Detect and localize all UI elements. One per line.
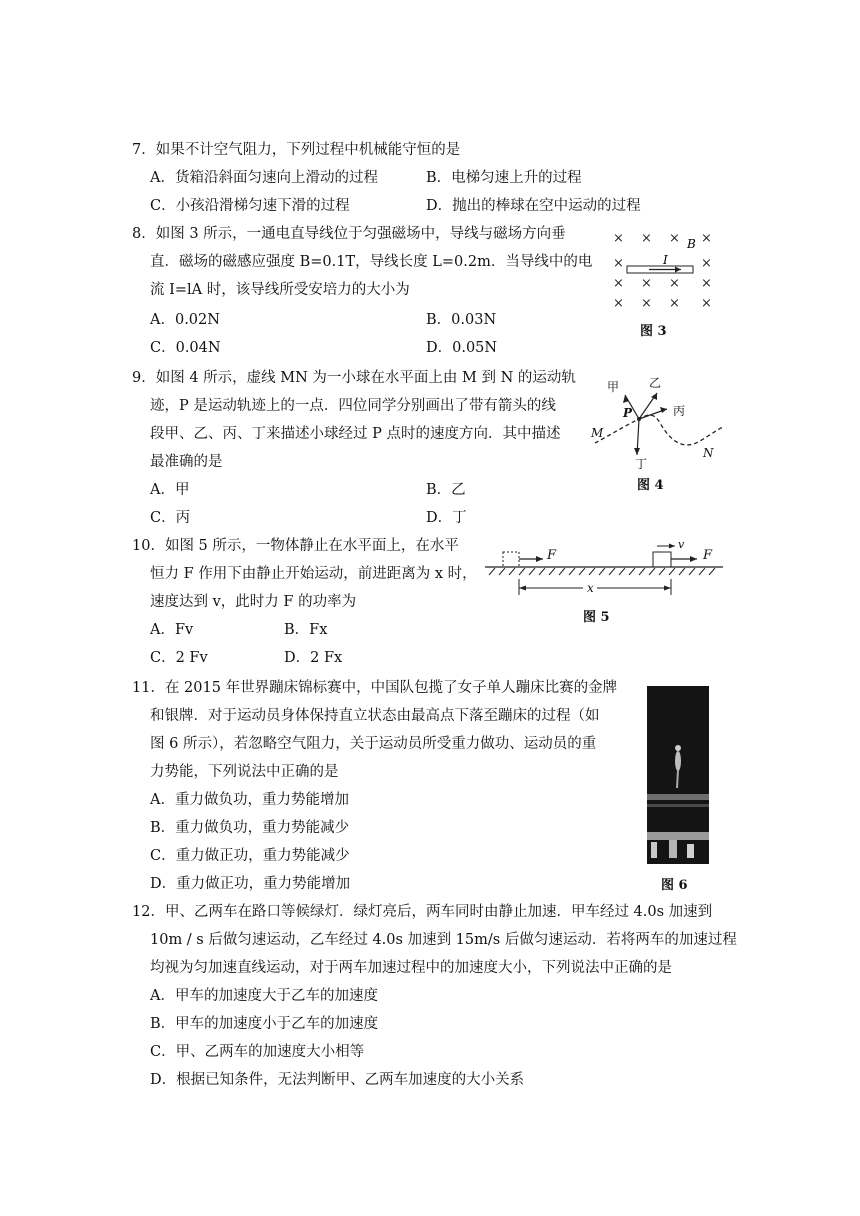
- field-cross: ×: [669, 231, 680, 246]
- q9-stem-line-4: 最准确的是: [150, 454, 223, 470]
- q10-option-b: B．Fx: [284, 622, 328, 638]
- q8-option-a: A．0.02N: [150, 312, 220, 328]
- q11-option-b: B．重力做负功，重力势能减少: [150, 820, 350, 836]
- initial-block-dashed: [503, 552, 519, 567]
- figure-6-trampoline-photo: [647, 686, 709, 864]
- moved-block: [653, 552, 671, 567]
- q10-option-d: D．2 Fx: [284, 650, 343, 666]
- q8-option-b: B．0.03N: [426, 312, 497, 328]
- label-p: P: [623, 406, 633, 420]
- q12-stem-line-3: 均视为匀加速直线运动，对于两车加速过程中的加速度大小，下列说法中正确的是: [150, 960, 672, 976]
- q12-option-a: A．甲车的加速度大于乙车的加速度: [150, 988, 378, 1004]
- field-cross: ×: [613, 256, 624, 271]
- field-cross: ×: [701, 231, 712, 246]
- q11-stem-line-3: 图 6 所示），若忽略空气阻力，关于运动员所受重力做功、运动员的重: [150, 736, 597, 752]
- figure-5-force-diagram: [485, 535, 725, 605]
- q9-option-b: B．乙: [426, 482, 466, 498]
- q11-stem-line-2: 和银牌．对于运动员身体保持直立状态由最高点下落至蹦床的过程（如: [150, 708, 600, 724]
- q7-option-d: D．抛出的棒球在空中运动的过程: [426, 198, 641, 214]
- q11-option-d: D．重力做正功，重力势能增加: [150, 876, 351, 892]
- q9-stem-line-2: 迹，P 是运动轨迹上的一点．四位同学分别画出了带有箭头的线: [150, 398, 556, 414]
- q8-stem-line-1: 8．如图 3 所示，一通电直导线位于匀强磁场中，导线与磁场方向垂: [132, 226, 566, 242]
- label-ding: 丁: [635, 457, 648, 471]
- q10-option-a: A．Fv: [150, 622, 194, 638]
- field-cross: ×: [613, 296, 624, 311]
- q11-stem-line-1: 11．在 2015 年世界蹦床锦标赛中，中国队包揽了女子单人蹦床比赛的金牌: [132, 680, 618, 696]
- q12-stem-line-2: 10m / s 后做匀速运动，乙车经过 4.0s 加速到 15m/s 后做匀速运动．若将两车的加速过程: [150, 932, 737, 948]
- label-m: M: [591, 426, 604, 440]
- field-cross: ×: [641, 276, 652, 291]
- label-i: I: [663, 253, 668, 267]
- q12-option-d: D．根据已知条件，无法判断甲、乙两车加速度的大小关系: [150, 1072, 525, 1088]
- q10-stem-line-1: 10．如图 5 所示，一物体静止在水平面上，在水平: [132, 538, 459, 554]
- field-cross: ×: [701, 256, 712, 271]
- field-cross: ×: [641, 296, 652, 311]
- q7-option-b: B．电梯匀速上升的过程: [426, 170, 582, 186]
- field-cross: ×: [669, 276, 680, 291]
- q9-stem-line-3: 段甲、乙、丙、丁来描述小球经过 P 点时的速度方向．其中描述: [150, 426, 561, 442]
- figure-4-caption: 图 4: [637, 478, 664, 493]
- q8-stem-line-3: 流 I=lA 时，该导线所受安培力的大小为: [150, 282, 410, 298]
- label-f-initial: F: [547, 548, 557, 563]
- figure-3-magnetic-field: [605, 226, 725, 326]
- q11-option-c: C．重力做正功，重力势能减少: [150, 848, 350, 864]
- q7-option-a: A．货箱沿斜面匀速向上滑动的过程: [150, 170, 378, 186]
- label-f-final: F: [703, 548, 713, 563]
- trajectory-path: [595, 415, 723, 445]
- figure-5-caption: 图 5: [583, 610, 610, 625]
- figure-4-trajectory: [585, 375, 725, 470]
- q9-stem-line-1: 9．如图 4 所示，虚线 MN 为一小球在水平面上由 M 到 N 的运动轨: [132, 370, 576, 386]
- label-v: v: [678, 538, 685, 551]
- q12-option-b: B．甲车的加速度小于乙车的加速度: [150, 1016, 379, 1032]
- field-cross: ×: [669, 296, 680, 311]
- q12-option-c: C．甲、乙两车的加速度大小相等: [150, 1044, 365, 1060]
- figure-3-caption: 图 3: [640, 324, 667, 339]
- q9-option-d: D．丁: [426, 510, 467, 526]
- label-n: N: [703, 446, 714, 460]
- q10-option-c: C．2 Fv: [150, 650, 208, 666]
- label-x: x: [587, 581, 594, 595]
- field-cross: ×: [701, 296, 712, 311]
- field-cross: ×: [613, 276, 624, 291]
- field-cross: ×: [641, 231, 652, 246]
- q12-stem-line-1: 12．甲、乙两车在路口等候绿灯．绿灯亮后，两车同时由静止加速．甲车经过 4.0s 加速到: [132, 904, 713, 920]
- q8-option-c: C．0.04N: [150, 340, 221, 356]
- q10-stem-line-2: 恒力 F 作用下由静止开始运动，前进距离为 x 时，: [150, 566, 477, 582]
- q8-option-d: D．0.05N: [426, 340, 498, 356]
- q11-option-a: A．重力做负功，重力势能增加: [150, 792, 349, 808]
- q10-stem-line-3: 速度达到 v，此时力 F 的功率为: [150, 594, 357, 610]
- q9-option-a: A．甲: [150, 482, 190, 498]
- q9-option-c: C．丙: [150, 510, 191, 526]
- q8-stem-line-2: 直．磁场的磁感应强度 B=0.1T，导线长度 L=0.2m．当导线中的电: [150, 254, 593, 270]
- label-jia: 甲: [607, 380, 620, 394]
- label-b: B: [687, 237, 696, 251]
- field-cross: ×: [701, 276, 712, 291]
- q7-stem: 7．如果不计空气阻力，下列过程中机械能守恒的是: [132, 142, 461, 158]
- q11-stem-line-4: 力势能，下列说法中正确的是: [150, 764, 339, 780]
- q7-option-c: C．小孩沿滑梯匀速下滑的过程: [150, 198, 350, 214]
- field-cross: ×: [613, 231, 624, 246]
- label-bing: 丙: [673, 404, 686, 418]
- label-yi: 乙: [649, 376, 662, 390]
- figure-6-caption: 图 6: [661, 878, 688, 893]
